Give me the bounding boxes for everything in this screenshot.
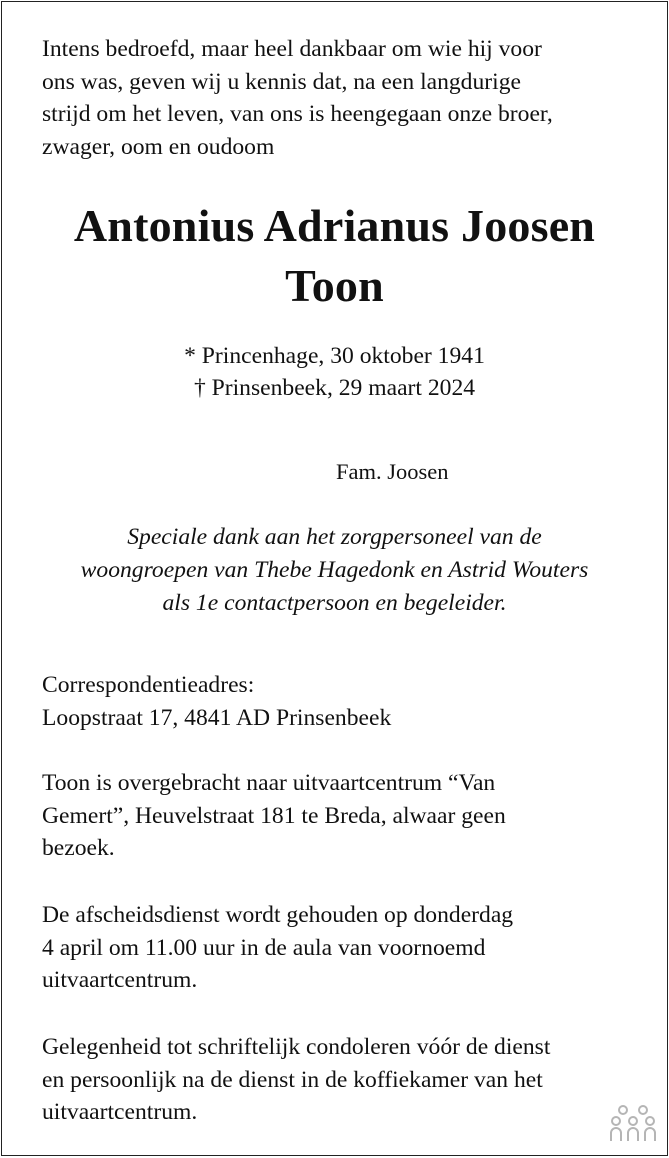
thanks-text: Speciale dank aan het zorgpersoneel van de woongroepen van Thebe Hagedonk en Astrid Wouters als 1e contactpersoon en begeleider.	[80, 524, 589, 616]
deceased-name: Antonius Adrianus Joosen Toon	[73, 200, 596, 311]
obituary-card	[1, 1, 668, 1156]
family-signature: Fam. Joosen	[336, 459, 449, 484]
service-info: De afscheidsdienst wordt gehouden op donderdag 4 april om 11.00 uur in de aula van voornoemd uitvaartcentrum.	[42, 902, 514, 993]
correspondence-address: Correspondentieadres: Loopstraat 17, 4841 AD Prinsenbeek	[42, 672, 392, 731]
transfer-info: Toon is overgebracht naar uitvaartcentrum “Van Gemert”, Heuvelstraat 181 te Breda, alwaar geen bezoek.	[42, 770, 506, 861]
condolence-info: Gelegenheid tot schriftelijk condoleren vóór de dienst en persoonlijk na de dienst in de koffiekamer van het uitvaartcentrum.	[42, 1034, 551, 1125]
intro-text: Intens bedroefd, maar heel dankbaar om wie hij voor ons was, geven wij u kennis dat, na een langdurige strijd om het leven, van ons is heengegaan onze broer, zwager, oom en oudoom	[42, 36, 553, 160]
people-group-icon	[609, 1103, 657, 1143]
life-dates	[2, 340, 667, 404]
death-line: † Prinsenbeek, 29 maart 2024	[193, 375, 476, 401]
birth-line: * Princenhage, 30 oktober 1941	[184, 343, 485, 369]
